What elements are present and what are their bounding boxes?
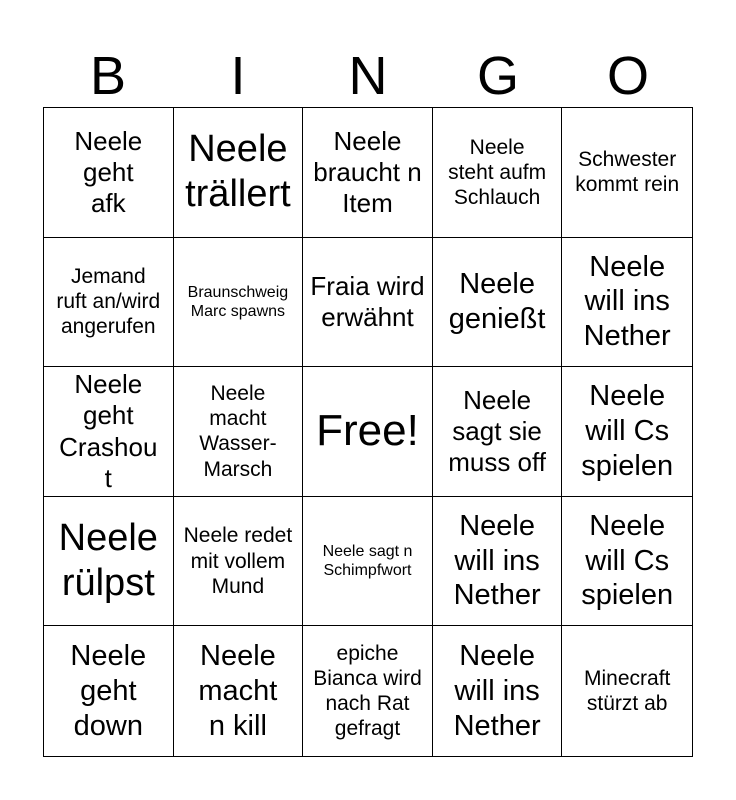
bingo-cell-r2c3[interactable]	[303, 238, 433, 368]
bingo-cell-r2c1[interactable]	[44, 238, 174, 368]
bingo-cell-r4c1[interactable]	[44, 497, 174, 627]
bingo-cell-r5c4[interactable]	[433, 626, 563, 756]
bingo-cell-r1c2[interactable]	[174, 108, 304, 238]
bingo-cell-r1c3[interactable]	[303, 108, 433, 238]
cell-text: Jemand ruft an/wird angerufen	[56, 265, 161, 339]
bingo-card-grid	[43, 107, 693, 757]
header-letter-g: G	[476, 46, 519, 106]
cell-text: Braunschweig Marc spawns	[187, 283, 289, 320]
bingo-cell-r3c4[interactable]	[433, 367, 563, 497]
cell-text: Neele geht afk	[74, 125, 143, 218]
bingo-cell-r5c3[interactable]	[303, 626, 433, 756]
cell-text: Neele will ins Nether	[583, 250, 671, 353]
header-letter-b: B	[89, 46, 127, 106]
bingo-cell-r4c2[interactable]	[174, 497, 304, 627]
header-letter-i: I	[230, 46, 246, 106]
bingo-cell-r5c2[interactable]	[174, 626, 304, 756]
bingo-cell-r5c1[interactable]	[44, 626, 174, 756]
bingo-cell-r1c1[interactable]	[44, 108, 174, 238]
bingo-cell-r3c1[interactable]	[44, 367, 174, 497]
bingo-cell-r2c5[interactable]	[562, 238, 692, 368]
bingo-cell-r4c5[interactable]	[562, 497, 692, 627]
bingo-cell-r3c2[interactable]	[174, 367, 304, 497]
bingo-cell-r1c5[interactable]	[562, 108, 692, 238]
cell-text: Neele redet mit vollem Mund	[183, 524, 293, 598]
cell-text: Neele geht down	[70, 640, 147, 742]
cell-text: Neele will Cs spielen	[581, 380, 674, 482]
cell-text: Neele rülpst	[58, 516, 158, 605]
cell-text: Neele sagt sie muss off	[448, 384, 546, 478]
bingo-cell-r1c4[interactable]	[433, 108, 563, 238]
bingo-cell-r2c2[interactable]	[174, 238, 304, 368]
cell-text: Neele geht Crashout	[59, 369, 158, 493]
bingo-header	[43, 44, 693, 108]
cell-text: Neele steht aufm Schlauch	[448, 135, 547, 209]
cell-text: Neele macht Wasser-Marsch	[199, 382, 277, 481]
cell-text: Neele trällert	[185, 127, 291, 216]
cell-text: Neele will Cs spielen	[581, 509, 674, 612]
cell-text: Minecraft stürzt ab	[584, 667, 671, 716]
header-letter-o: O	[606, 46, 649, 106]
cell-text: Neele braucht n Item	[313, 125, 422, 218]
header-letter-n: N	[348, 46, 388, 106]
cell-text: Neele genießt	[448, 268, 546, 335]
cell-text: Neele will ins Nether	[453, 640, 541, 742]
bingo-cell-r3c5[interactable]	[562, 367, 692, 497]
bingo-cell-r5c5[interactable]	[562, 626, 692, 756]
bingo-cell-r4c3[interactable]	[303, 497, 433, 627]
cell-text: Free!	[316, 406, 419, 456]
cell-text: Neele will ins Nether	[453, 509, 541, 612]
bingo-cell-r3c3[interactable]	[303, 367, 433, 497]
cell-text: Neele sagt n Schimpfwort	[322, 542, 413, 580]
cell-text: Neele macht n kill	[198, 640, 278, 742]
cell-text: Schwester kommt rein	[575, 148, 680, 197]
bingo-cell-r2c4[interactable]	[433, 238, 563, 368]
bingo-cell-r4c4[interactable]	[433, 497, 563, 627]
cell-text: Fraia wird erwähnt	[310, 270, 425, 332]
cell-text: epiche Bianca wird nach Rat gefragt	[313, 641, 422, 741]
